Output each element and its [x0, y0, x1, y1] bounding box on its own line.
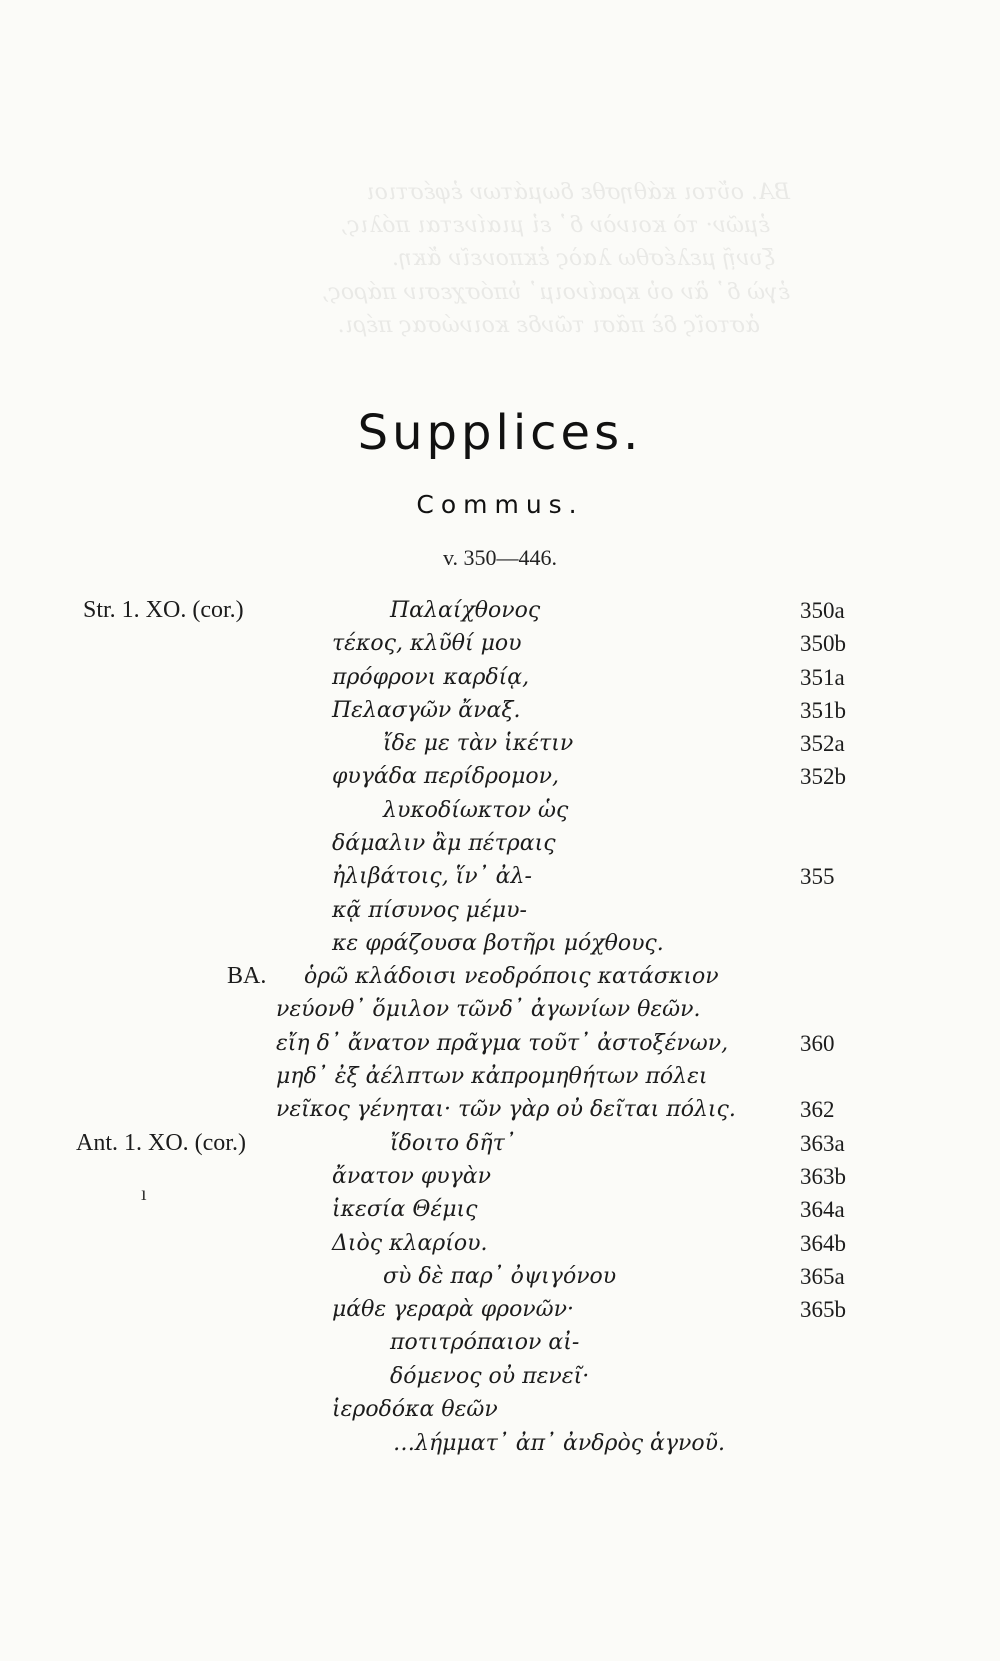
- greek-text: ἠλιβάτοις, ἵν᾽ ἀλ-: [332, 864, 532, 889]
- greek-text: ὁρῶ κλάδοισι νεοδρόποις κατάσκιον: [304, 964, 719, 989]
- verse-line: [0, 1231, 1000, 1265]
- verse-line: [0, 931, 1000, 965]
- verse-line: [0, 898, 1000, 932]
- verse-line: [0, 1431, 1000, 1465]
- verse-line: [0, 1064, 1000, 1098]
- greek-text: ἱεροδόκα θεῶν: [332, 1397, 498, 1422]
- greek-text: ἴδοιτο δῆτ᾽: [390, 1131, 516, 1156]
- greek-text: Παλαίχθονος: [390, 598, 541, 623]
- line-number: 351a: [800, 665, 845, 690]
- line-number: 350b: [800, 631, 846, 656]
- verse-line: [0, 1031, 1000, 1065]
- verse-line: [0, 1364, 1000, 1398]
- verse-line: [0, 598, 1000, 632]
- greek-text: ἱκεσία Θέμις: [332, 1197, 478, 1222]
- verse-line: [0, 1297, 1000, 1331]
- margin-mark: ı: [141, 1183, 147, 1205]
- line-number: 365b: [800, 1297, 846, 1322]
- greek-text: ἄνατον φυγὰν: [332, 1164, 492, 1189]
- line-number: 365a: [800, 1264, 845, 1289]
- line-number: 351b: [800, 698, 846, 723]
- verse-line: [0, 864, 1000, 898]
- line-number: 360: [800, 1031, 835, 1056]
- verse-line: [0, 698, 1000, 732]
- greek-text: τέκος, κλῦθί μου: [332, 631, 522, 656]
- greek-text: φυγάδα περίδρομον,: [332, 764, 560, 789]
- greek-text: κε φράζουσα βοτῆρι μόχθους.: [332, 931, 664, 956]
- verse-line: [0, 1131, 1000, 1165]
- greek-text: ποτιτρόπαιον αἰ-: [390, 1330, 580, 1355]
- verse-line: [0, 997, 1000, 1031]
- speaker-label: BA.: [227, 963, 267, 989]
- greek-text: κᾷ πίσυνος μέμυ-: [332, 898, 527, 923]
- section-subtitle: Commus.: [416, 490, 584, 519]
- verse-line: [0, 665, 1000, 699]
- greek-text: νεύονθ᾽ ὅμιλον τῶνδ᾽ ἀγωνίων θεῶν.: [276, 997, 701, 1022]
- greek-text: ἴδε με τὰν ἱκέτιν: [383, 731, 574, 756]
- verse-line: [0, 1397, 1000, 1431]
- speaker-label: Ant. 1. XO. (cor.): [76, 1130, 246, 1156]
- page-title: Supplices.: [357, 405, 643, 461]
- verse-line: [0, 1197, 1000, 1231]
- verse-line: [0, 1164, 1000, 1198]
- greek-text: δάμαλιν ἂμ πέτραις: [332, 831, 556, 856]
- verse-range: v. 350—446.: [442, 545, 558, 570]
- ghost-line: ἀστοῖς δὲ πᾶσι τῶνδε κοινώσας πέρι.: [337, 313, 760, 338]
- verse-line: [0, 1330, 1000, 1364]
- verse-line: [0, 764, 1000, 798]
- line-number: 363b: [800, 1164, 846, 1189]
- greek-text: εἴη δ᾽ ἄνατον πρᾶγμα τοῦτ᾽ ἀστοξένων,: [276, 1031, 729, 1056]
- verse-line: [0, 1097, 1000, 1131]
- ghost-line: ξυνῇ μελέσθω λαὸς ἐκπονεῖν ἄκη.: [391, 246, 775, 271]
- verse-line: [0, 964, 1000, 998]
- greek-text: δόμενος οὐ πενεῖ·: [390, 1364, 590, 1389]
- line-number: 355: [800, 864, 835, 889]
- greek-text: πρόφρονι καρδίᾳ,: [332, 665, 530, 690]
- greek-text: μηδ᾽ ἐξ ἀέλπτων κἀπρομηθήτων πόλει: [276, 1064, 708, 1089]
- greek-text: σὺ δὲ παρ᾽ ὀψιγόνου: [383, 1264, 617, 1289]
- verse-line: [0, 798, 1000, 832]
- line-number: 363a: [800, 1131, 845, 1156]
- ghost-line: BA. οὔτοι κάθησθε δωμάτων ἐφέστιοι: [366, 180, 790, 205]
- verse-line: [0, 1264, 1000, 1298]
- verse-line: [0, 831, 1000, 865]
- greek-text: Πελασγῶν ἄναξ.: [332, 698, 521, 723]
- speaker-label: Str. 1. XO. (cor.): [83, 597, 244, 623]
- line-number: 350a: [800, 598, 845, 623]
- verse-line: [0, 731, 1000, 765]
- verse-line: [0, 631, 1000, 665]
- line-number: 352b: [800, 764, 846, 789]
- ghost-line: ἐγὼ δ᾽ ἂν οὐ κραίνοιμ᾽ ὑπόσχεσιν πάρος,: [321, 280, 790, 305]
- greek-text: λυκοδίωκτον ὡς: [383, 798, 569, 823]
- line-number: 352a: [800, 731, 845, 756]
- line-number: 362: [800, 1097, 835, 1122]
- line-number: 364b: [800, 1231, 846, 1256]
- line-number: 364a: [800, 1197, 845, 1222]
- greek-text: Διὸς κλαρίου.: [332, 1231, 488, 1256]
- ghost-line: ἐμῶν· τὸ κοινὸν δ᾽ εἰ μιαίνεται πόλις,: [340, 213, 770, 238]
- greek-text: μάθε γεραρὰ φρονῶν·: [332, 1297, 574, 1322]
- greek-text: νεῖκος γένηται· τῶν γὰρ οὐ δεῖται πόλις.: [276, 1097, 736, 1122]
- greek-text: …λήμματ᾽ ἀπ᾽ ἀνδρὸς ἁγνοῦ.: [393, 1431, 726, 1456]
